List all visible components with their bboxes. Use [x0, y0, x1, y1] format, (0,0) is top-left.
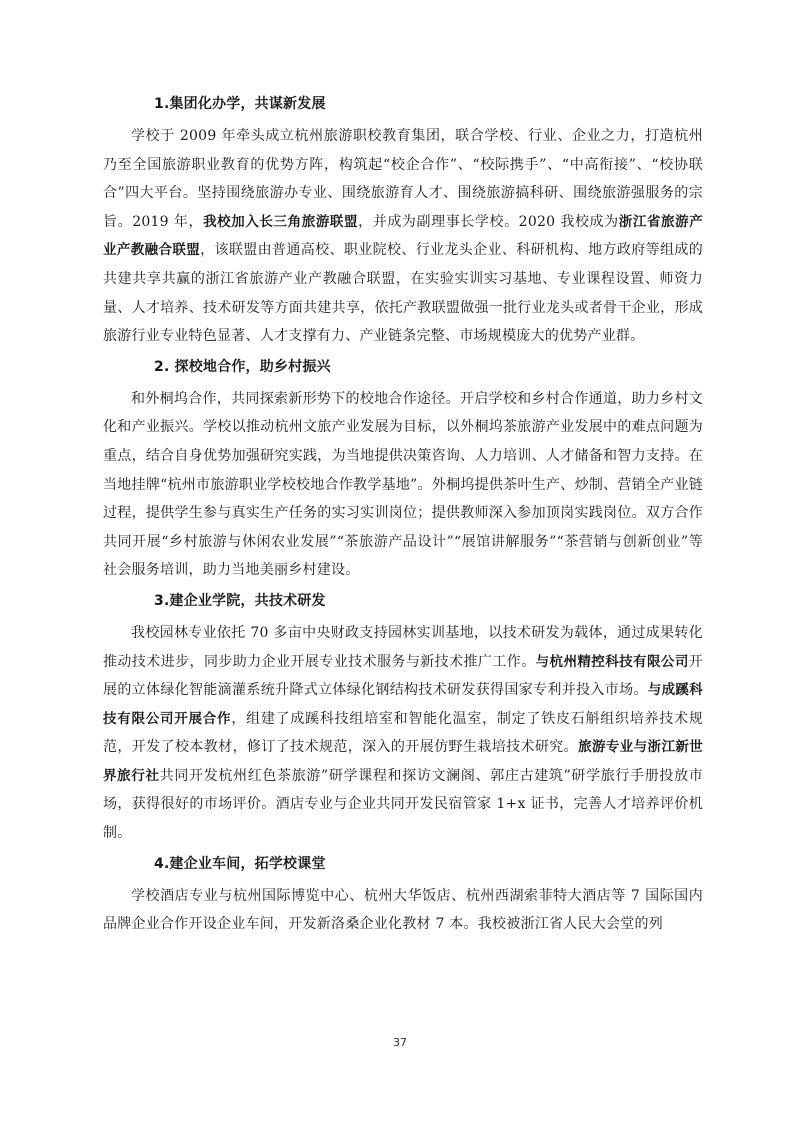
document-page — [103, 94, 703, 945]
section-3-paragraph — [103, 619, 703, 848]
body-text: ，组建了成蹊科技组培室和智能化温室，制定了铁皮石斛组织培养技术规范，开发了校本教材，修订了技术规范，深入的开展仿野生栽培技术研究。 — [103, 710, 704, 756]
emphasized-text: 我校加入长三角旅游联盟 — [203, 213, 359, 230]
section-1-heading: 1.集团化办学，共谋新发展 — [154, 96, 326, 112]
emphasized-text: 与杭州精控科技有限公司 — [535, 653, 689, 670]
section-2-paragraph — [103, 385, 703, 585]
body-text: ，并成为副理事长学校。2020 我校成为 — [358, 213, 619, 230]
body-text: 共同开发杭州红色茶旅游”研学课程和探访文澜阁、郭庄古建筑”研学旅行手册投放市场，获得很好的市场评价。酒店专业与企业共同开发民宿管家 1+x 证书，完善人才培养评价机制。 — [103, 767, 704, 842]
emphasized-text: 与成蹊科技有限公司开展合作 — [103, 682, 704, 727]
body-text: 学校酒店专业与杭州国际博览中心、杭州大华饭店、杭州西湖索菲特大酒店等 7 国际国内品牌企业合作开设企业车间，开发新洛桑企业化教材 7 本。我校被浙江省人民大会堂的列 — [103, 887, 703, 933]
section-4-paragraph — [103, 882, 703, 939]
body-text: 学校于 2009 年牵头成立杭州旅游职校教育集团，联合学校、行业、企业之力，打造杭州乃至全国旅游职业教育的优势方阵，构筑起“校企合作”、“校际携手”、“中高衔接”、“校协联合”四大平台。坚持围绕旅游办专业、围绕旅游育人才、围绕旅游搞科研、围绕旅游强服务的宗旨。2019 年， — [103, 128, 703, 230]
body-text: 和外桐坞合作，共同探索新形势下的校地合作途径。开启学校和乡村合作通道，助力乡村文化和产业振兴。学校以推动杭州文旅产业发展为目标，以外桐坞茶旅游产业发展中的难点问题为重点，结合自身优势加强研究实践，为当地提供决策咨询、人力培训、人才储备和智力支持。在当地挂牌“杭州市旅游职业学校校地合作教学基地”。外桐坞提供茶叶生产、炒制、营销全产业链过程，提供学生参与真实生产任务的实习实训岗位；提供教师深入参加顶岗实践岗位。双方合作共同开展“乡村旅游与休闲农业发展”“茶旅游产品设计”“展馆讲解服务”“茶营销与创新创业”等社会服务培训，助力当地美丽乡村建设。 — [103, 390, 703, 579]
section-3-heading: 3.建企业学院，共技术研发 — [154, 592, 326, 609]
body-text: ，该联盟由普通高校、职业院校、行业龙头企业、科研机构、地方政府等组成的共建共享共赢的浙江省旅游产业产教融合联盟，在实验实训实习基地、专业课程设置、师资力量、人才培养、技术研发等方面共建共享，依托产教联盟做强一批行业龙头或者骨干企业，形成旅游行业专业特色显著、人才支撑有力、产业链条完整、市场规模庞大的优势产业群。 — [103, 242, 704, 345]
body-text: 我校园林专业依托 70 多亩中央财政支持园林实训基地，以技术研发为载体，通过成果转化推动技术进步，同步助力企业开展专业技术服务与新技术推广工作。 — [103, 624, 703, 670]
body-text: 开展的立体绿化智能滴灌系统升降式立体绿化钢结构技术研发获得国家专利并投入市场。 — [103, 653, 704, 699]
emphasized-text: 旅游专业与浙江新世界旅行社 — [103, 739, 703, 784]
section-2-heading: 2. 探校地合作，助乡村振兴 — [154, 358, 331, 375]
page-number: 37 — [393, 1036, 407, 1049]
emphasized-text: 浙江省旅游产业产教融合联盟 — [103, 213, 703, 259]
section-4-heading: 4.建企业车间，拓学校课堂 — [154, 855, 326, 872]
section-1-paragraph — [103, 122, 703, 351]
